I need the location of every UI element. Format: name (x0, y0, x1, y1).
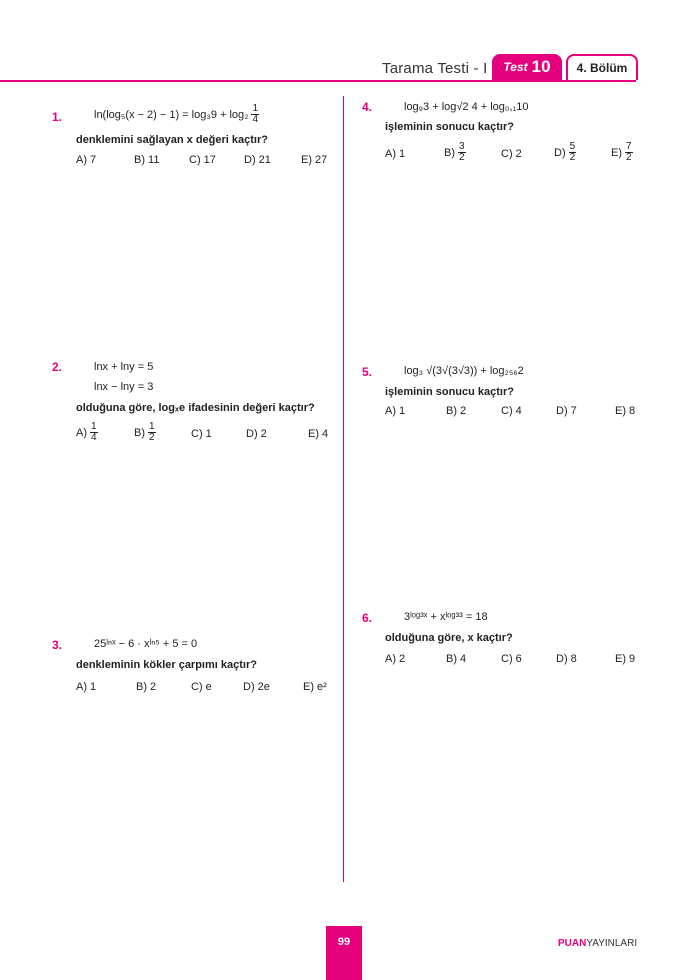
question-3-number: 3. (52, 638, 63, 652)
question-1-option-b[interactable]: B) 11 (134, 154, 160, 166)
publisher-name-regular: YAYINLARI (586, 938, 638, 949)
question-6-option-b[interactable]: B) 4 (446, 653, 467, 665)
question-1-number: 1. (52, 110, 63, 124)
question-1-option-e[interactable]: E) 27 (301, 154, 328, 166)
question-5-option-c[interactable]: C) 4 (501, 405, 522, 417)
question-1-statement (94, 104, 259, 125)
question-4-prompt: işleminin sonucu kaçtır? (385, 121, 514, 133)
test-number: 10 (531, 57, 551, 76)
question-2-prompt: olduğuna göre, logₓe ifadesinin değeri kaçtır? (76, 402, 315, 414)
question-3-option-d[interactable]: D) 2e (243, 681, 270, 693)
test-badge (492, 54, 562, 80)
header-rule-right (368, 80, 636, 82)
question-5-prompt: işleminin sonucu kaçtır? (385, 386, 514, 398)
question-2-option-c[interactable]: C) 1 (191, 428, 212, 440)
question-6-option-c[interactable]: C) 6 (501, 653, 522, 665)
page-number: 99 (326, 926, 362, 980)
question-3-statement: 25ˡⁿˣ − 6 · xˡⁿ⁵ + 5 = 0 (94, 638, 198, 650)
question-6-option-a[interactable]: A) 2 (385, 653, 406, 665)
question-5-number: 5. (362, 365, 373, 379)
question-3-option-c[interactable]: C) e (191, 681, 212, 693)
column-divider (343, 96, 344, 882)
question-2-option-e[interactable]: E) 4 (308, 428, 329, 440)
question-4-statement: log₉3 + log√2 4 + log₀,₁10 (404, 101, 529, 113)
question-1-fraction: $\frac{1}{4}$ (252, 103, 258, 125)
question-3-prompt: denkleminin kökler çarpımı kaçtır? (76, 659, 257, 671)
question-6-statement: 3ˡᵒᵍ³ˣ + xˡᵒᵍ³³ = 18 (404, 611, 488, 623)
question-6-prompt: olduğuna göre, x kaçtır? (385, 632, 513, 644)
question-6-option-d[interactable]: D) 8 (556, 653, 577, 665)
question-1-option-d[interactable]: D) 21 (244, 154, 271, 166)
question-4-option-a[interactable]: A) 1 (385, 148, 406, 160)
question-4-number: 4. (362, 100, 373, 114)
header-title: Tarama Testi - I (382, 60, 488, 77)
question-3-option-e[interactable]: E) e² (303, 681, 327, 693)
question-2-option-b[interactable]: B) $\frac{1}{2}$ (134, 421, 155, 443)
question-5-option-e[interactable]: E) 8 (615, 405, 636, 417)
question-2-option-d[interactable]: D) 2 (246, 428, 267, 440)
question-3-option-a[interactable]: A) 1 (76, 681, 97, 693)
question-1-option-c[interactable]: C) 17 (189, 154, 216, 166)
question-5-statement: log₃ √(3√(3√3)) + log₂₅₆2 (404, 365, 524, 377)
question-4-option-e[interactable]: E) $\frac{7}{2}$ (611, 141, 632, 163)
section-label: 4. Bölüm (566, 54, 638, 80)
question-3-option-b[interactable]: B) 2 (136, 681, 157, 693)
question-6-number: 6. (362, 611, 373, 625)
question-2-statement-line-1: lnx + lny = 5 (94, 361, 154, 373)
publisher-logo (558, 938, 637, 949)
question-6-option-e[interactable]: E) 9 (615, 653, 636, 665)
question-1-option-a[interactable]: A) 7 (76, 154, 97, 166)
question-4-option-c[interactable]: C) 2 (501, 148, 522, 160)
header-rule (0, 80, 368, 82)
question-1-statement-line: ln(log₅(x − 2) − 1) = log₃9 + log₂ (94, 108, 249, 121)
question-2-number: 2. (52, 360, 63, 374)
publisher-name-bold: PUAN (558, 938, 587, 949)
question-5-option-a[interactable]: A) 1 (385, 405, 406, 417)
question-2-option-a[interactable]: A) $\frac{1}{4}$ (76, 421, 97, 443)
question-1-prompt: denklemini sağlayan x değeri kaçtır? (76, 134, 268, 146)
question-4-option-d[interactable]: D) $\frac{5}{2}$ (554, 141, 576, 163)
question-5-option-b[interactable]: B) 2 (446, 405, 467, 417)
question-4-option-b[interactable]: B) $\frac{3}{2}$ (444, 141, 465, 163)
question-5-option-d[interactable]: D) 7 (556, 405, 577, 417)
question-2-statement-line-2: lnx − lny = 3 (94, 381, 154, 393)
test-word: Test (503, 60, 528, 74)
